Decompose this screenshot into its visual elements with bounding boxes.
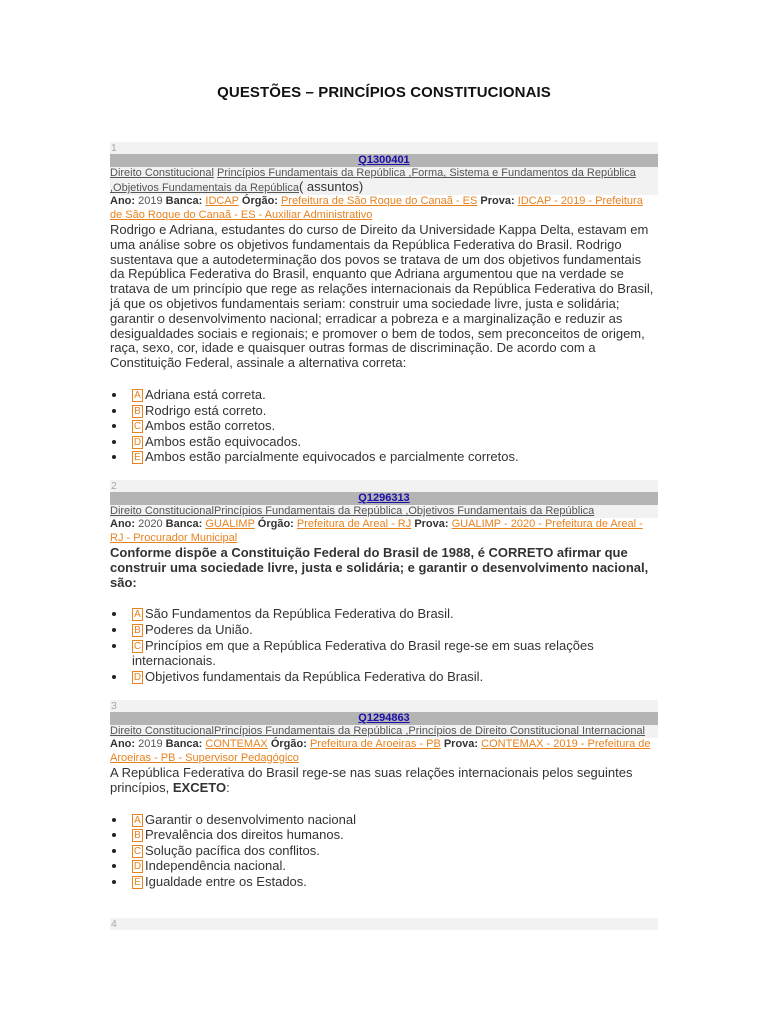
- ano-label: Ano:: [110, 518, 136, 530]
- option-item[interactable]: [132, 403, 658, 419]
- option-letter[interactable]: E: [132, 876, 143, 889]
- subject-link[interactable]: Direito Constitucional: [110, 725, 214, 737]
- option-letter[interactable]: B: [132, 624, 143, 637]
- topics-suffix: ( assuntos): [298, 179, 364, 194]
- question-code-link[interactable]: Q1294863: [358, 712, 410, 724]
- option-letter[interactable]: A: [132, 389, 143, 402]
- question-subjects: [110, 167, 658, 195]
- question-subjects: [110, 505, 658, 518]
- option-letter[interactable]: C: [133, 845, 142, 857]
- question-statement: Conforme dispõe a Constituição Federal do Brasil de 1988, é CORRETO afirmar que construir uma sociedade livre, justa e solidária; e garantir o desenvolvimento nacional, são:: [110, 545, 649, 590]
- question-code-bar: [110, 154, 658, 167]
- question-meta: [110, 518, 658, 545]
- option-item[interactable]: [132, 827, 658, 843]
- ano-label: Ano:: [110, 195, 136, 207]
- question-code-bar: [110, 492, 658, 505]
- option-text: Princípios em que a República Federativa do Brasil rege-se em suas relações internacionais.: [132, 637, 594, 669]
- ano-value: 2019: [138, 195, 163, 207]
- question-meta: [110, 738, 658, 765]
- option-item[interactable]: [132, 638, 658, 669]
- prova-link[interactable]: IDCAP - 2019 - Prefeitura de São Roque do Canaã - ES - Auxiliar Administrativo: [110, 195, 643, 221]
- question-code-link[interactable]: Q1300401: [358, 154, 410, 166]
- option-letter[interactable]: C: [133, 421, 142, 433]
- option-letter[interactable]: A: [132, 608, 143, 621]
- topics-link[interactable]: Princípios Fundamentais da República ,Princípios de Direito Constitucional Internacional: [213, 725, 645, 737]
- prova-link[interactable]: GUALIMP - 2020 - Prefeitura de Areal - RJ - Procurador Municipal: [110, 518, 643, 544]
- ano-label: Ano:: [110, 738, 136, 750]
- option-letter[interactable]: B: [132, 405, 143, 418]
- option-item[interactable]: [132, 606, 658, 622]
- option-text: Independência nacional.: [145, 858, 286, 874]
- option-letter[interactable]: D: [133, 671, 142, 683]
- option-item[interactable]: [132, 812, 658, 828]
- prova-label: Prova:: [480, 195, 515, 207]
- option-letter[interactable]: C: [133, 640, 142, 652]
- question-block-1: [110, 142, 658, 465]
- option-text: Objetivos fundamentais da República Federativa do Brasil.: [145, 668, 484, 684]
- orgao-label: Órgão:: [257, 518, 294, 530]
- option-item[interactable]: [132, 843, 658, 859]
- option-text: Ambos estão corretos.: [145, 418, 276, 434]
- option-text: Rodrigo está correto.: [145, 402, 267, 418]
- orgao-label: Órgão:: [270, 738, 307, 750]
- option-text: Adriana está correta.: [145, 386, 266, 402]
- option-text: Ambos estão equivocados.: [145, 433, 302, 449]
- banca-link[interactable]: GUALIMP: [205, 518, 255, 530]
- subject-link[interactable]: Direito Constitucional: [110, 167, 214, 179]
- question-code-bar: [110, 712, 658, 725]
- option-item[interactable]: [132, 418, 658, 434]
- document-title: QUESTÕES – PRINCÍPIOS CONSTITUCIONAIS: [217, 84, 551, 101]
- question-number: 4: [110, 918, 658, 930]
- question-block-3: [110, 700, 658, 890]
- answer-options: [110, 812, 658, 890]
- option-text: Prevalência dos direitos humanos.: [145, 827, 344, 843]
- option-letter[interactable]: A: [132, 814, 143, 827]
- banca-label: Banca:: [165, 195, 203, 207]
- question-code-link[interactable]: Q1296313: [358, 492, 410, 504]
- banca-label: Banca:: [165, 518, 203, 530]
- banca-label: Banca:: [165, 738, 203, 750]
- ano-value: 2020: [138, 518, 163, 530]
- option-item[interactable]: [132, 622, 658, 638]
- topics-link[interactable]: Princípios Fundamentais da República ,Forma, Sistema e Fundamentos da República ,Objetivos Fundamentais da República: [110, 167, 636, 194]
- banca-link[interactable]: CONTEMAX: [205, 738, 268, 750]
- option-letter[interactable]: B: [132, 829, 143, 842]
- option-text: Ambos estão parcialmente equivocados e parcialmente corretos.: [145, 449, 519, 465]
- orgao-link[interactable]: Prefeitura de Areal - RJ: [296, 518, 412, 530]
- answer-options: [110, 387, 658, 465]
- prova-label: Prova:: [443, 738, 479, 750]
- option-letter[interactable]: E: [132, 451, 143, 464]
- question-statement: [110, 766, 658, 796]
- option-item[interactable]: [132, 858, 658, 874]
- question-subjects: [110, 725, 658, 738]
- question-number: 3: [110, 700, 658, 712]
- option-item[interactable]: [132, 434, 658, 450]
- option-text: Garantir o desenvolvimento nacional: [145, 811, 357, 827]
- option-text: Poderes da União.: [145, 621, 253, 637]
- question-statement: Rodrigo e Adriana, estudantes do curso de Direito da Universidade Kappa Delta, estavam em uma análise sobre os objetivos fundamentais da República Federativa do Brasil. Rodrigo sustentava que a autodeterminação dos povos se tratava de um dos objetivos fundamentais da República Federativa do Brasil, enquanto que Adriana argumentou que na verdade se tratava de um princípio que rege as relações internacionais da República Federativa do Brasil, já que os objetivos fundamentais seriam: construir uma sociedade livre, justa e solidária; garantir o desenvolvimento nacional; erradicar a pobreza e a marginalização e reduzir as desigualdades sociais e regionais; e promover o bem de todos, sem preconceitos de origem, raça, sexo, cor, idade e quaisquer outras formas de discriminação. De acordo com a Constituição Federal, assinale a alternativa correta:: [110, 222, 654, 371]
- option-letter[interactable]: D: [133, 861, 142, 873]
- option-text: Igualdade entre os Estados.: [145, 873, 307, 889]
- orgao-label: Órgão:: [241, 195, 278, 207]
- question-block-2: [110, 480, 658, 684]
- prova-label: Prova:: [414, 518, 449, 530]
- question-meta: [110, 195, 658, 222]
- question-block-4: [110, 918, 658, 930]
- orgao-link[interactable]: Prefeitura de Aroeiras - PB: [309, 738, 441, 750]
- question-number: 2: [110, 480, 658, 492]
- banca-link[interactable]: IDCAP: [205, 195, 239, 207]
- option-item[interactable]: [132, 449, 658, 465]
- option-text: São Fundamentos da República Federativa do Brasil.: [145, 606, 454, 622]
- answer-options: [110, 606, 658, 684]
- option-letter[interactable]: D: [133, 436, 142, 448]
- option-item[interactable]: [132, 669, 658, 685]
- ano-value: 2019: [138, 738, 163, 750]
- subject-link[interactable]: Direito Constitucional: [110, 505, 214, 517]
- statement-end: :: [226, 779, 230, 795]
- topics-link[interactable]: Princípios Fundamentais da República ,Objetivos Fundamentais da República: [213, 505, 595, 517]
- question-number: 1: [110, 142, 658, 154]
- prova-link[interactable]: CONTEMAX - 2019 - Prefeitura de Aroeiras - PB - Supervisor Pedagógico: [110, 738, 651, 764]
- option-text: Solução pacífica dos conflitos.: [145, 842, 320, 858]
- statement-text: A República Federativa do Brasil rege-se nas suas relações internacionais pelos seguintes princípios,: [110, 765, 633, 795]
- orgao-link[interactable]: Prefeitura de São Roque do Canaã - ES: [281, 195, 478, 207]
- option-item[interactable]: [132, 874, 658, 890]
- statement-emphasis: EXCETO: [172, 779, 227, 795]
- option-item[interactable]: [132, 387, 658, 403]
